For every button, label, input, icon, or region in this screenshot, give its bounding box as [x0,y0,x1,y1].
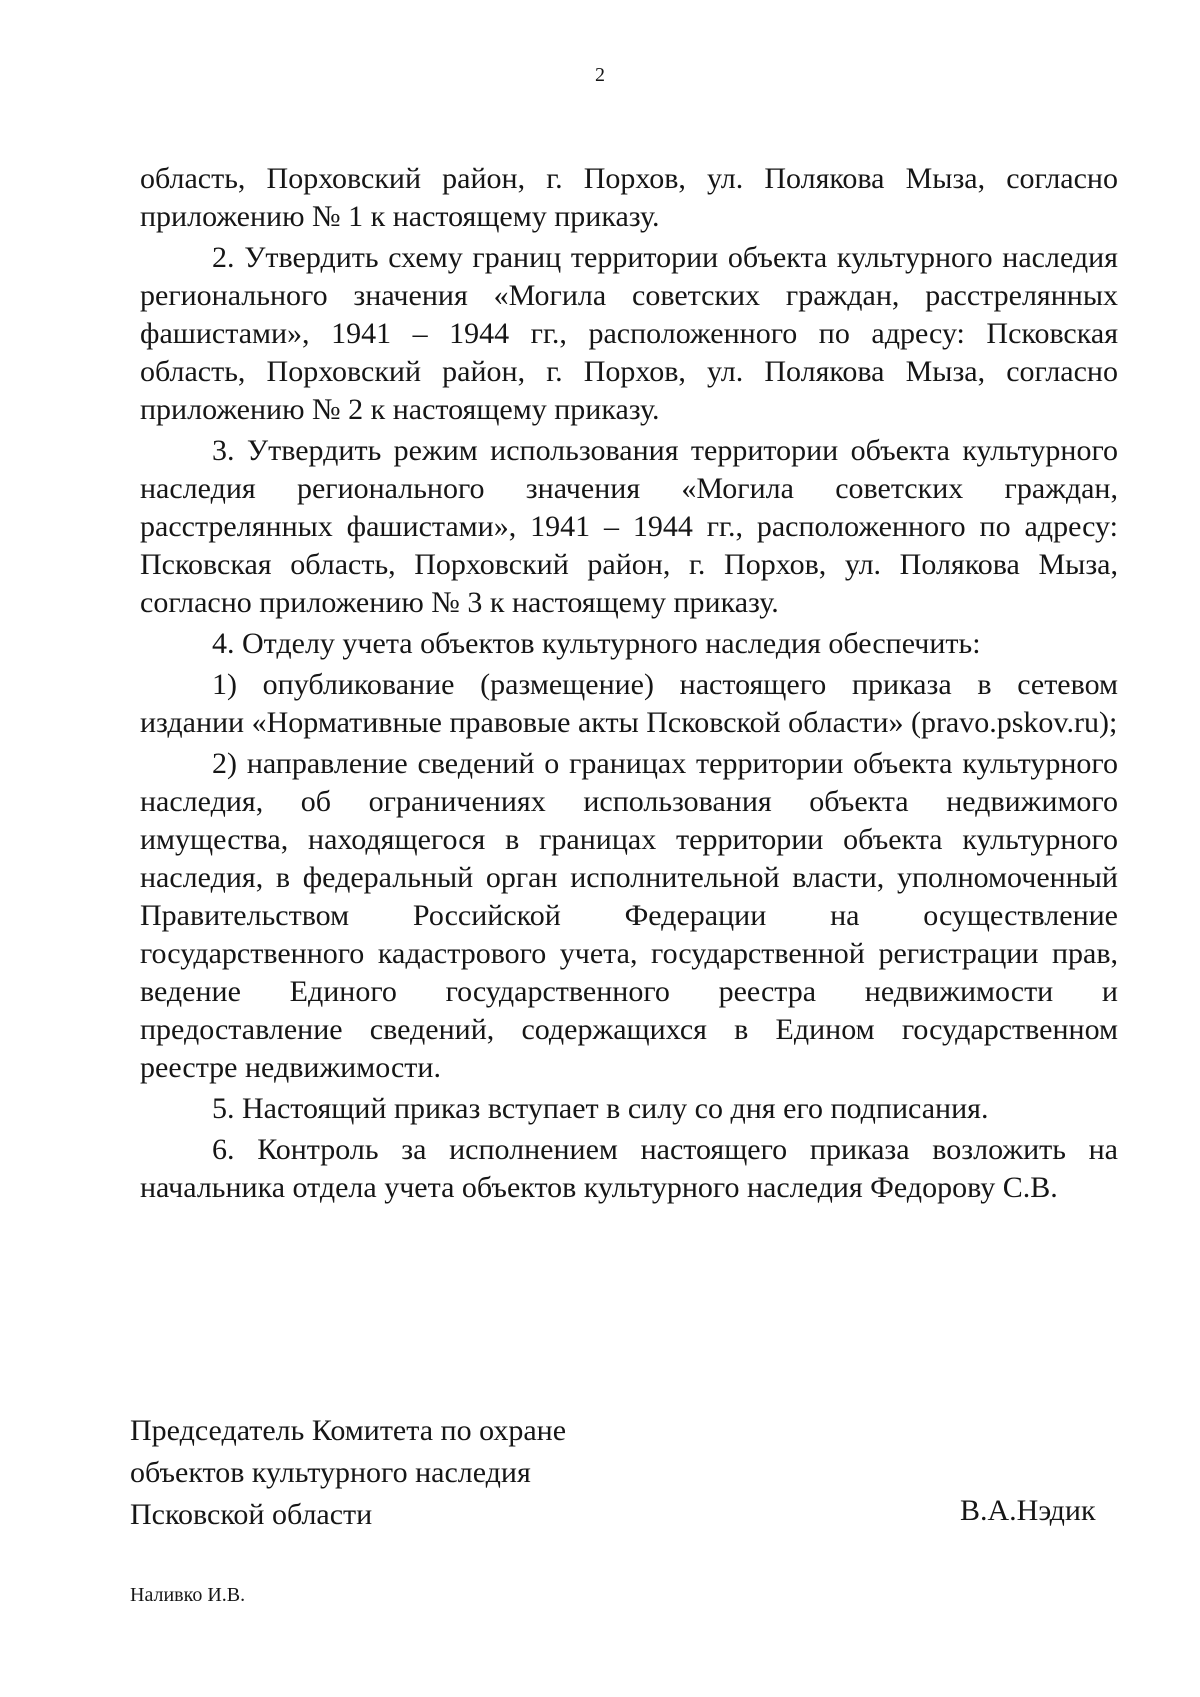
order-body [140,160,1118,1207]
signatory-name: В.А.Нэдик [960,1494,1096,1527]
paragraph-subitem-1: 1) опубликование (размещение) настоящего приказа в сетевом издании «Нормативные правовые акты Псковской области» (pravo.pskov.ru); [140,668,1118,739]
paragraph-subitem-2: 2) направление сведений о границах территории объекта культурного наследия, об ограничениях использования объекта недвижимого имущества, находящегося в границах территории объекта культурного наследия, в федеральный орган исполнительной власти, уполномоченный Правительством Российской Федерации на осуществление государственного кадастрового учета, государственной регистрации прав, ведение Единого государственного реестра недвижимости и предоставление сведений, содержащихся в Едином государственном реестре недвижимости. [140,747,1118,1084]
paragraph-item-5: 5. Настоящий приказ вступает в силу со дня его подписания. [212,1092,989,1125]
page-number: 2 [595,64,605,86]
paragraph-item-6: 6. Контроль за исполнением настоящего приказа возложить на начальника отдела учета объектов культурного наследия Федорову С.В. [140,1133,1118,1204]
signatory-title-line: Псковской области [130,1498,373,1531]
signatory-title-line: Председатель Комитета по охране [130,1414,567,1447]
signatory-title-line: объектов культурного наследия [130,1456,531,1489]
paragraph-item-3: 3. Утвердить режим использования территории объекта культурного наследия регионального значения «Могила советских граждан, расстрелянных фашистами», 1941 – 1944 гг., расположенного по адресу: Псковская область, Порховский район, г. Порхов, ул. Полякова Мыза, согласно приложению № 3 к настоящему приказу. [140,434,1118,619]
executor-name: Наливко И.В. [130,1584,246,1606]
paragraph-continuation: область, Порховский район, г. Порхов, ул. Полякова Мыза, согласно приложению № 1 к настоящему приказу. [140,162,1118,233]
signatory-title [130,1410,566,1536]
paragraph-item-4: 4. Отделу учета объектов культурного наследия обеспечить: [212,627,981,660]
paragraph-item-2: 2. Утвердить схему границ территории объекта культурного наследия регионального значения «Могила советских граждан, расстрелянных фашистами», 1941 – 1944 гг., расположенного по адресу: Псковская область, Порховский район, г. Порхов, ул. Полякова Мыза, согласно приложению № 2 к настоящему приказу. [140,241,1118,426]
